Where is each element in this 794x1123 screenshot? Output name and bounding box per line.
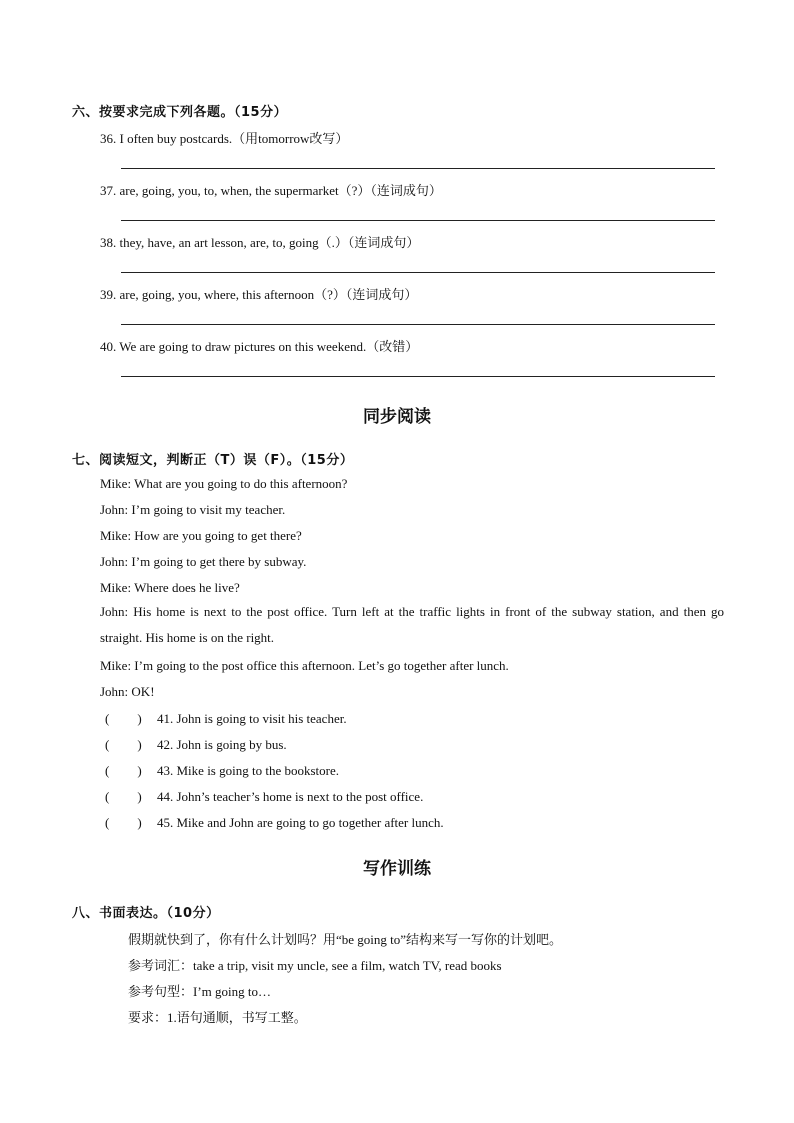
dialogue-line-8: John: OK!	[100, 684, 155, 699]
statement-42	[105, 737, 287, 753]
answer-line-40[interactable]	[121, 376, 715, 377]
statement-text: 41. John is going to visit his teacher.	[157, 711, 347, 726]
dialogue-line-4: John: I’m going to get there by subway.	[100, 554, 307, 569]
question-36: 36. I often buy postcards.（用tomorrow改写）	[100, 131, 349, 146]
writing-requirements: 要求：1.语句通顺，书写工整。	[128, 1010, 307, 1025]
question-39: 39. are, going, you, where, this afternoon（?）（连词成句）	[100, 287, 418, 302]
dialogue-line-6: John: His home is next to the post office. Turn left at the traffic lights in front of the subway station, and then go straight. His home is on the right.	[100, 604, 724, 645]
dialogue-line-5: Mike: Where does he live?	[100, 580, 240, 595]
reference-vocabulary: 参考词汇：take a trip, visit my uncle, see a film, watch TV, read books	[128, 958, 502, 973]
writing-prompt: 假期就快到了，你有什么计划吗？用“be going to”结构来写一写你的计划吧。	[128, 932, 563, 947]
dialogue-line-1: Mike: What are you going to do this afternoon?	[100, 476, 348, 491]
statement-41	[105, 711, 347, 727]
question-38: 38. they, have, an art lesson, are, to, going（.）（连词成句）	[100, 235, 420, 250]
answer-blank-44[interactable]: ( )	[105, 789, 142, 804]
answer-line-36[interactable]	[121, 168, 715, 169]
question-37: 37. are, going, you, to, when, the supermarket（?）（连词成句）	[100, 183, 442, 198]
question-40: 40. We are going to draw pictures on this weekend.（改错）	[100, 339, 419, 354]
answer-blank-41[interactable]: ( )	[105, 711, 142, 726]
statement-text: 43. Mike is going to the bookstore.	[157, 763, 339, 778]
statement-text: 45. Mike and John are going to go together after lunch.	[157, 815, 444, 830]
statement-text: 42. John is going by bus.	[157, 737, 287, 752]
reference-sentence: 参考句型：I’m going to…	[128, 984, 271, 999]
statement-45	[105, 815, 444, 831]
statement-43	[105, 763, 339, 779]
answer-line-37[interactable]	[121, 220, 715, 221]
heading-reading: 同步阅读	[363, 407, 431, 427]
dialogue-line-3: Mike: How are you going to get there?	[100, 528, 302, 543]
answer-line-38[interactable]	[121, 272, 715, 273]
section-8-title: 八、书面表达。（10分）	[72, 906, 220, 921]
statement-44	[105, 789, 423, 805]
heading-writing: 写作训练	[363, 859, 431, 879]
dialogue-line-2: John: I’m going to visit my teacher.	[100, 502, 286, 517]
statement-text: 44. John’s teacher’s home is next to the post office.	[157, 789, 424, 804]
answer-blank-42[interactable]: ( )	[105, 737, 142, 752]
answer-line-39[interactable]	[121, 324, 715, 325]
answer-blank-45[interactable]: ( )	[105, 815, 142, 830]
answer-blank-43[interactable]: ( )	[105, 763, 142, 778]
section-7-title: 七、阅读短文，判断正（T）误（F）。（15分）	[72, 453, 354, 468]
dialogue-line-7: Mike: I’m going to the post office this afternoon. Let’s go together after lunch.	[100, 658, 509, 673]
section-6-title: 六、按要求完成下列各题。（15分）	[72, 105, 288, 120]
